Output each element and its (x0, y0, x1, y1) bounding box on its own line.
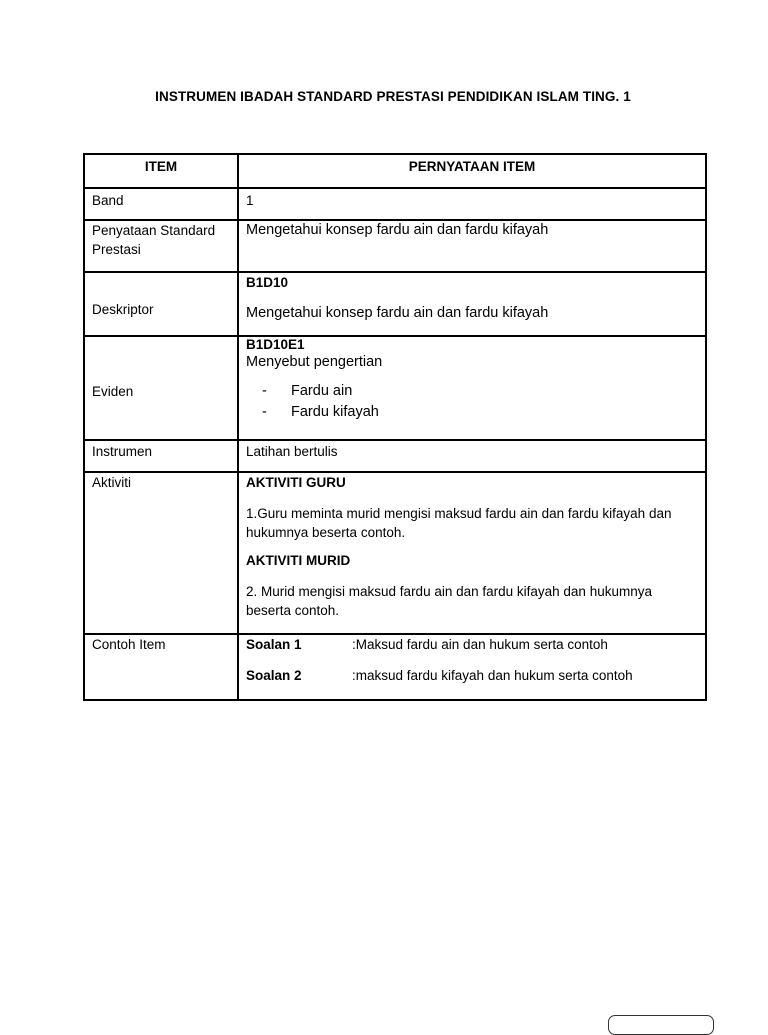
band-value: 1 (238, 188, 706, 220)
eviden-value (238, 336, 706, 440)
deskriptor-code: B1D10 (246, 275, 289, 290)
eviden-label: Eviden (84, 336, 238, 440)
soalan-1-text: :Maksud fardu ain dan hukum serta contoh (352, 637, 608, 652)
header-item: ITEM (84, 154, 238, 188)
eviden-list (246, 381, 698, 423)
soalan-1-label: Soalan 1 (246, 637, 302, 652)
band-label: Band (84, 188, 238, 220)
instrumen-row (84, 440, 706, 472)
header-pernyataan-item: PERNYATAAN ITEM (238, 154, 706, 188)
penyataan-value-text: Mengetahui konsep fardu ain dan fardu kifayah (246, 222, 549, 238)
eviden-intro: Menyebut pengertian (246, 354, 383, 370)
soalan-2-label: Soalan 2 (246, 668, 302, 683)
header-row (84, 154, 706, 188)
penyataan-label-line1: Penyataan Standard (92, 223, 216, 238)
instrumen-label: Instrumen (84, 440, 238, 472)
eviden-item-fardu-ain: - Fardu ain (262, 381, 698, 402)
deskriptor-text: Mengetahui konsep fardu ain dan fardu kifayah (246, 305, 549, 321)
eviden-item-fardu-kifayah: - Fardu kifayah (262, 402, 698, 423)
aktiviti-row (84, 472, 706, 634)
instrumen-value: Latihan bertulis (238, 440, 706, 472)
aktiviti-murid-text (246, 582, 698, 620)
page-corner-tab (608, 1015, 714, 1035)
aktiviti-label: Aktiviti (84, 472, 238, 634)
penyataan-label (84, 220, 238, 272)
contoh-item-value (238, 634, 706, 700)
deskriptor-label: Deskriptor (84, 272, 238, 336)
soalan-row-1 (246, 635, 698, 654)
aktiviti-value (238, 472, 706, 634)
deskriptor-value (238, 272, 706, 336)
penyataan-row (84, 220, 706, 272)
eviden-row (84, 336, 706, 440)
contoh-item-row (84, 634, 706, 700)
aktiviti-guru-heading: AKTIVITI GURU (246, 475, 346, 490)
aktiviti-guru-text (246, 504, 698, 542)
aktiviti-murid-heading: AKTIVITI MURID (246, 553, 351, 568)
aktiviti-murid-text-line2: beserta contoh. (246, 603, 340, 618)
soalan-row-2 (246, 666, 698, 685)
instrument-table (83, 153, 707, 701)
aktiviti-guru-text-line1: 1.Guru meminta murid mengisi maksud fardu ain dan fardu kifayah dan (246, 506, 672, 521)
soalan-2-text: :maksud fardu kifayah dan hukum serta contoh (352, 668, 633, 683)
aktiviti-murid-text-line1: 2. Murid mengisi maksud fardu ain dan fardu kifayah dan hukumnya (246, 584, 652, 599)
penyataan-label-line2: Prestasi (92, 242, 141, 257)
penyataan-value (238, 220, 706, 272)
document-title: INSTRUMEN IBADAH STANDARD PRESTASI PENDIDIKAN ISLAM TING. 1 (155, 89, 631, 104)
band-row (84, 188, 706, 220)
aktiviti-guru-text-line2: hukumnya beserta contoh. (246, 525, 406, 540)
deskriptor-row (84, 272, 706, 336)
contoh-item-label: Contoh Item (84, 634, 238, 700)
eviden-code: B1D10E1 (246, 337, 305, 352)
